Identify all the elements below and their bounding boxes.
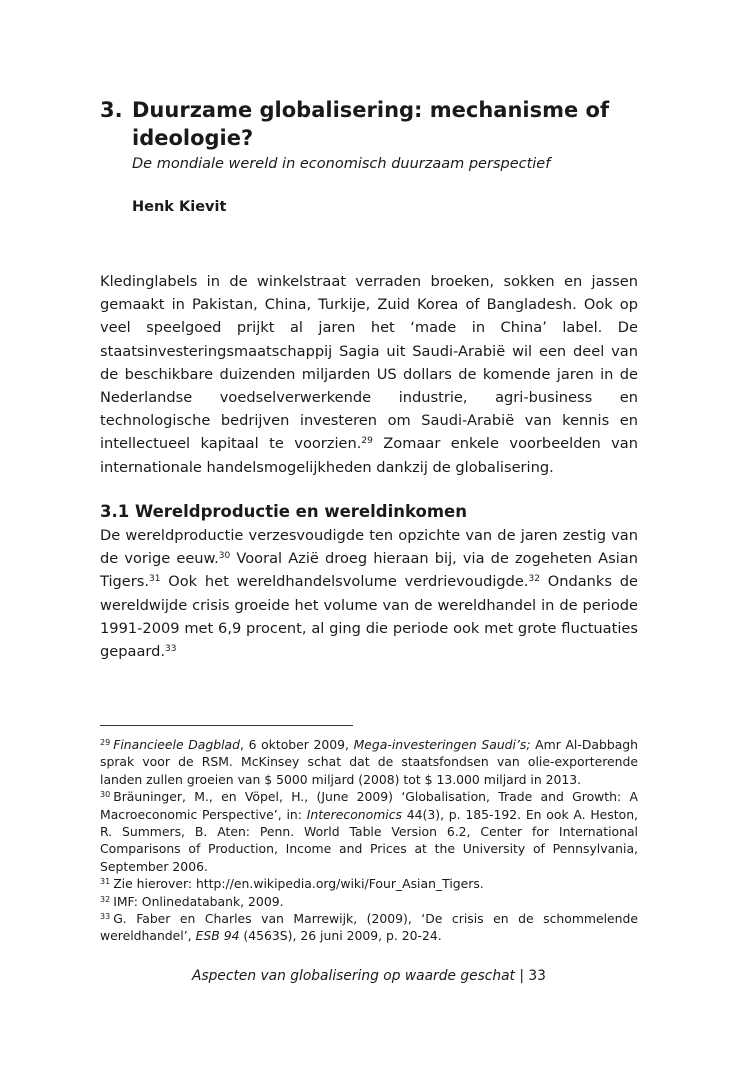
footer-book-title: Aspecten van globalisering op waarde geschat <box>192 968 515 984</box>
footnote-source: Financieele Dagblad <box>113 737 241 752</box>
section-heading: 3.1 Wereldproductie en wereldinkomen <box>100 502 467 521</box>
footnote-ref-31[interactable]: 31 <box>149 574 161 585</box>
author-name: Henk Kievit <box>132 199 227 215</box>
chapter-title-line2: ideologie? <box>132 126 254 150</box>
footnote-journal: Intereconomics <box>306 806 403 822</box>
page-number: 33 <box>528 968 546 984</box>
footnote-text: Bräuninger, M., en Vöpel, H., (June 2009) ‘Globalisation, Trade and Growth: A Macroeconomic Perspective’, in: <box>100 789 638 822</box>
chapter-number: 3. <box>100 98 123 122</box>
chapter-subtitle: De mondiale wereld in economisch duurzaam perspectief <box>132 156 551 172</box>
intro-paragraph <box>100 270 638 479</box>
section-text-2: Vooral Azië droeg hieraan bij, via de zogeheten Asian Tigers. <box>100 550 638 591</box>
section-text-3: Ook het wereldhandelsvolume verdrievoudigde. <box>160 573 529 591</box>
footnote-text: (4563S), 26 juni 2009, p. 20-24. <box>239 928 442 944</box>
footnote-ref-33[interactable]: 33 <box>165 644 177 655</box>
footnote-number: 30 <box>100 790 111 800</box>
footnote-text: Zie hierover: http://en.wikipedia.org/wiki/Four_Asian_Tigers. <box>113 876 484 892</box>
footer-separator: | <box>514 968 529 984</box>
footnote-33 <box>100 910 638 945</box>
footnote-text: G. Faber en Charles van Marrewijk, (2009), ‘De crisis en de schommelende wereldhandel’, <box>100 911 638 944</box>
footnote-number: 29 <box>100 738 111 747</box>
footnote-30 <box>100 788 638 875</box>
footnote-article-title: Mega-investeringen Saudi’s; <box>353 737 531 752</box>
intro-text-after: Zomaar enkele voorbeelden van internationale handelsmogelijkheden dankzij de globalisering. <box>100 435 638 476</box>
footnote-text: 44(3), p. 185-192. En ook A. Heston, R. Summers, B. Aten: Penn. World Table Version 6.2, Center for International Comparisons of Production, Income and Prices at the University of Pennsylvania, September 2006. <box>100 806 638 874</box>
section-text-1: De wereldproductie verzesvoudigde ten opzichte van de jaren zestig van de vorige eeuw. <box>100 527 638 568</box>
footnote-29 <box>100 736 638 788</box>
footnote-number: 32 <box>100 894 111 904</box>
footnotes <box>100 736 638 945</box>
section-paragraph <box>100 524 638 663</box>
intro-text: Kledinglabels in de winkelstraat verraden broeken, sokken en jassen gemaakt in Pakistan, China, Turkije, Zuid Korea of Bangladesh. Ook op veel speelgoed prijkt al jaren het ‘made in China’ label. De staatsinvesteringsmaatschappij Sagia uit Saudi-Arabië wil een deel van de beschikbare duizenden miljarden US dollars de komende jaren in de Nederlandse voedselverwerkende industrie, agri-business en technologische bedrijven investeren om Saudi-Arabië van kennis en intellectueel kapitaal te voorzien. <box>100 273 638 453</box>
section-text-4: Ondanks de wereldwijde crisis groeide het volume van de wereldhandel in de periode 1991-2009 met 6,9 procent, al ging die periode ook met grote fluctuaties gepaard. <box>100 573 638 661</box>
footnote-31 <box>100 875 638 892</box>
chapter-title-line1: Duurzame globalisering: mechanisme of <box>132 98 610 122</box>
footnote-ref-29[interactable]: 29 <box>361 436 373 447</box>
footnote-text: IMF: Onlinedatabank, 2009. <box>113 893 284 909</box>
footnote-divider <box>100 725 353 726</box>
footnote-journal: ESB 94 <box>195 928 240 944</box>
page-footer <box>0 966 738 986</box>
footnote-text: , 6 oktober 2009, <box>240 737 354 752</box>
footnote-number: 31 <box>100 877 111 887</box>
chapter-header <box>100 96 640 218</box>
footnote-number: 33 <box>100 912 111 922</box>
footnote-text: Amr Al-Dabbagh sprak voor de RSM. McKinsey schat dat de staatsfondsen van olie-exporterende landen zullen groeien van $ 5000 miljard (2008) tot $ 13.000 miljard in 2013. <box>100 737 639 787</box>
footnote-32 <box>100 893 638 910</box>
footnote-ref-32[interactable]: 32 <box>528 574 540 585</box>
footnote-ref-30[interactable]: 30 <box>218 551 231 562</box>
